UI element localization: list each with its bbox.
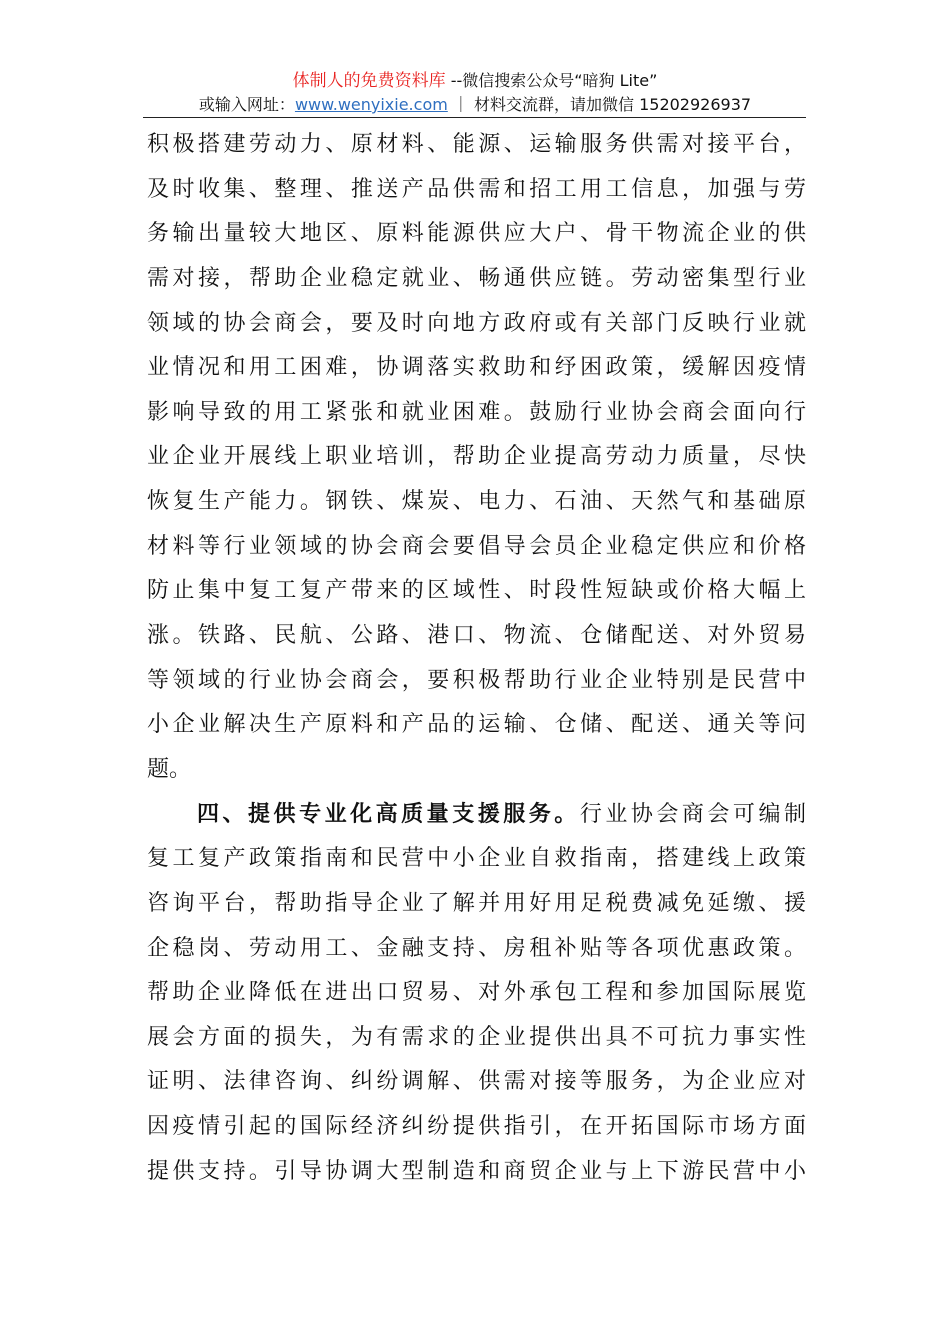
paragraph-2 — [147, 793, 806, 1195]
paragraph-line: 业情况和用工困难，协调落实救助和纾困政策，缓解因疫情 — [147, 355, 806, 381]
paragraph-line — [147, 793, 806, 838]
group-note: 材料交流群，请加微信 15202926937 — [474, 95, 752, 114]
paragraph-line: 影响导致的用工紧张和就业困难。鼓励行业协会商会面向行 — [147, 399, 806, 425]
separator: ｜ — [447, 95, 474, 114]
paragraph-line: 因疫情引起的国际经济纠纷提供指引，在开拓国际市场方面 — [147, 1114, 806, 1140]
paragraph-line: 积极搭建劳动力、原材料、能源、运输服务供需对接平台， — [147, 132, 806, 157]
paragraph-line: 题。 — [147, 756, 192, 782]
section-heading: 四、提供专业化高质量支援服务。 — [197, 801, 580, 827]
paragraph-line: 帮助企业降低在进出口贸易、对外承包工程和参加国际展览 — [147, 980, 806, 1006]
watermark-header-line2 — [0, 94, 950, 116]
paragraph-line: 及时收集、整理、推送产品供需和招工用工信息，加强与劳 — [147, 176, 806, 202]
paragraph-line: 复工复产政策指南和民营中小企业自救指南，搭建线上政策 — [147, 846, 806, 872]
paragraph-line: 展会方面的损失，为有需求的企业提供出具不可抗力事实性 — [147, 1024, 806, 1050]
paragraph-line: 防止集中复工复产带来的区域性、时段性短缺或价格大幅上 — [147, 578, 806, 604]
url-label: 或输入网址： — [198, 95, 295, 114]
document-body — [147, 123, 806, 1194]
paragraph-line: 等领域的行业协会商会，要积极帮助行业企业特别是民营中 — [147, 667, 806, 693]
watermark-header-line1 — [0, 70, 950, 92]
wechat-note: --微信搜索公众号“暗狗 Lite” — [445, 71, 658, 90]
paragraph-line: 企稳岗、劳动用工、金融支持、房租补贴等各项优惠政策。 — [147, 935, 806, 961]
paragraph-line: 务输出量较大地区、原料能源供应大户、骨干物流企业的供 — [147, 221, 806, 247]
heading-line-rest: 行业协会商会可编制 — [579, 801, 806, 827]
paragraph-line: 材料等行业领域的协会商会要倡导会员企业稳定供应和价格 — [147, 533, 806, 559]
paragraph-line: 提供支持。引导协调大型制造和商贸企业与上下游民营中小 — [147, 1158, 806, 1184]
paragraph-line: 证明、法律咨询、纠纷调解、供需对接等服务，为企业应对 — [147, 1069, 806, 1095]
brand-name: 体制人的免费资料库 — [292, 71, 446, 91]
paragraph-line: 业企业开展线上职业培训，帮助企业提高劳动力质量，尽快 — [147, 444, 806, 470]
paragraph-line: 需对接，帮助企业稳定就业、畅通供应链。劳动密集型行业 — [147, 265, 806, 291]
paragraph-line: 咨询平台，帮助指导企业了解并用好用足税费减免延缴、援 — [147, 890, 806, 916]
paragraph-line: 涨。铁路、民航、公路、港口、物流、仓储配送、对外贸易 — [147, 623, 806, 649]
website-link[interactable]: www.wenyixie.com — [294, 95, 448, 114]
paragraph-line: 恢复生产能力。钢铁、煤炭、电力、石油、天然气和基础原 — [147, 489, 806, 515]
paragraph-1 — [147, 123, 806, 793]
header-divider — [143, 117, 806, 118]
paragraph-line: 小企业解决生产原料和产品的运输、仓储、配送、通关等问 — [147, 712, 806, 738]
paragraph-line: 领域的协会商会，要及时向地方政府或有关部门反映行业就 — [147, 310, 806, 336]
